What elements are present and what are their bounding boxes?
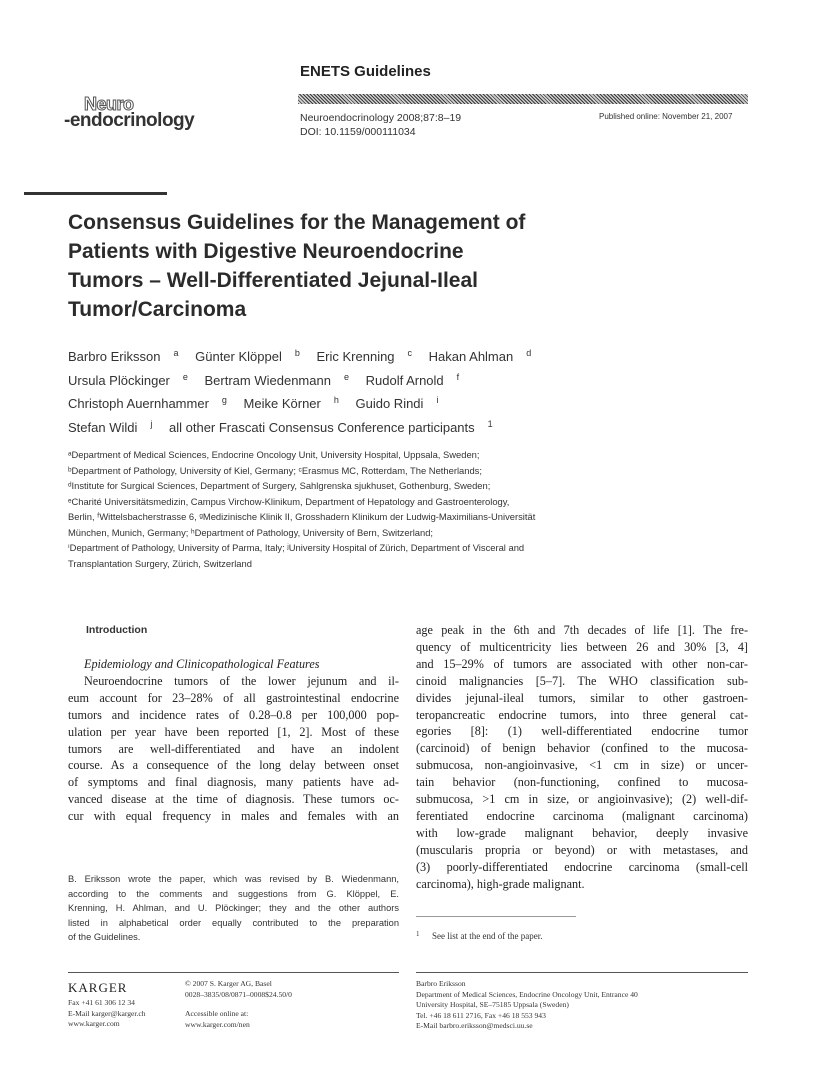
note-line: Krenning, H. Ahlman, and U. Plöckinger; they and the other authors xyxy=(68,903,399,913)
author: Barbro Eriksson $^a$ xyxy=(68,348,179,364)
correspondence-line: Barbro Eriksson xyxy=(416,979,466,988)
title-rule xyxy=(24,192,167,195)
logo-bottom-text: -endocrinology xyxy=(64,110,195,131)
body-line: cinoid malignancies [5–7]. The WHO classification sub- xyxy=(416,673,748,688)
affiliation-line: ᵈInstitute for Surgical Sciences, Department of Surgery, Sahlgrenska sjukhuset, Gothenburg, Sweden; xyxy=(68,480,491,491)
author: Günter Klöppel $^b$ xyxy=(195,348,300,364)
body-line: vanced disease at the time of diagnosis. These tumors oc- xyxy=(68,792,399,807)
affiliation-line: ᵃDepartment of Medical Sciences, Endocrine Oncology Unit, University Hospital, Uppsala, Sweden; xyxy=(68,449,480,460)
body-line: ulation per year have been reported [1, 2]. Most of these xyxy=(68,724,399,739)
title-line: Patients with Digestive Neuroendocrine xyxy=(68,240,464,263)
body-line: age peak in the 6th and 7th decades of life [1]. The fre- xyxy=(416,623,748,637)
body-line: carcinoma), high-grade malignant. xyxy=(416,876,585,891)
body-line: submucosa, >1 cm in size, or angioinvasive); (2) well-dif- xyxy=(416,792,748,807)
body-line: tain behavior (non-functioning, confined to mucosa- xyxy=(416,775,748,790)
note-line: listed in alphabetical order equally contributed to the preparation xyxy=(68,917,399,928)
section-heading-introduction: Introduction xyxy=(86,624,148,636)
copyright-line: © 2007 S. Karger AG, Basel xyxy=(185,979,272,988)
affiliation-line: ⁱDepartment of Pathology, University of Parma, Italy; ʲUniversity Hospital of Zürich, Department of Visceral and xyxy=(68,542,525,553)
body-line: submucosa, non-angioinvasive, <1 cm in size) or uncer- xyxy=(416,758,748,773)
journal-info xyxy=(300,111,461,139)
body-line: teropancreatic endocrine tumors, into three general cat- xyxy=(416,707,748,722)
affiliation-line: ᵇDepartment of Pathology, University of Kiel, Germany; ᶜErasmus MC, Rotterdam, The Netherlands; xyxy=(68,464,482,476)
note-line: of the Guidelines. xyxy=(68,932,141,942)
body-line: divides jejunal-ileal tumors, similar to other gastroen- xyxy=(416,690,748,705)
body-line: tumors and incidence rates of 0.28–0.8 per 100,000 pop- xyxy=(68,707,399,722)
online-access xyxy=(185,1009,250,1030)
access-line: www.karger.com/nen xyxy=(185,1019,250,1029)
correspondence-address xyxy=(416,979,638,1032)
body-line: (carcinoid) of benign behavior (confined to the mucosa- xyxy=(416,741,748,756)
left-column-body xyxy=(68,656,399,825)
body-line: and 15–29% of tumors are associated with other non-car- xyxy=(416,656,748,671)
author: Bertram Wiedenmann $^e$ xyxy=(204,371,349,388)
author: Guido Rindi $^i$ xyxy=(355,395,439,411)
body-line: (muscularis propria or beyond) or with metastases, and xyxy=(416,842,748,857)
body-line: of symptoms and final diagnosis, many patients have ad- xyxy=(68,775,399,790)
correspondence-line: Department of Medical Sciences, Endocrine Oncology Unit, Entrance 40 xyxy=(416,989,638,999)
article-title xyxy=(68,208,628,324)
publisher-contact xyxy=(68,998,146,1030)
correspondence-line: Tel. +46 18 611 2716, Fax +46 18 553 943 xyxy=(416,1010,546,1020)
contact-line: www.karger.com xyxy=(68,1019,120,1028)
correspondence-line: E-Mail barbro.eriksson@medsci.uu.se xyxy=(416,1021,533,1030)
doi: DOI: 10.1159/000111034 xyxy=(300,126,416,138)
affiliation-line: ᵉCharité Universitätsmedizin, Campus Virchow-Klinikum, Department of Hepatology and Gastroenterology, xyxy=(68,495,510,507)
title-line: Consensus Guidelines for the Management of xyxy=(68,211,526,234)
note-line: B. Eriksson wrote the paper, which was revised by B. Wiedenmann, xyxy=(68,874,399,884)
author-list xyxy=(68,345,668,439)
publisher-logo: KARGER xyxy=(68,980,128,995)
author: Eric Krenning $^c$ xyxy=(316,348,413,364)
footnote xyxy=(416,930,542,941)
author: Christoph Auernhammer $^g$ xyxy=(68,395,227,411)
contact-line: E-Mail karger@karger.ch xyxy=(68,1008,146,1018)
body-line: eum account for 23–28% of all gastrointestinal endocrine xyxy=(68,690,399,705)
affiliation-line: München, Munich, Germany; ʰDepartment of Pathology, University of Bern, Switzerland; xyxy=(68,526,434,538)
footnote-rule xyxy=(416,916,576,917)
body-line: egories [8]: (1) well-differentiated endocrine tumor xyxy=(416,724,748,739)
series-title: ENETS Guidelines xyxy=(300,63,431,80)
body-line: (3) poorly-differentiated endocrine carcinoma (small-cell xyxy=(416,859,748,874)
author: Ursula Plöckinger $^e$ xyxy=(68,371,188,388)
footnote-number: 1 xyxy=(416,930,420,938)
access-line: Accessible online at: xyxy=(185,1009,249,1018)
published-date: Published online: November 21, 2007 xyxy=(599,112,733,121)
author-line xyxy=(68,392,668,416)
affiliations xyxy=(68,447,648,571)
footer-rule-left xyxy=(68,972,399,973)
footer-rule-right xyxy=(416,972,748,973)
author-line xyxy=(68,416,668,440)
copyright-line: 0028–3835/08/0871–0008$24.50/0 xyxy=(185,989,292,999)
author: Rudolf Arnold $^f$ xyxy=(365,371,460,388)
affiliation-line: Transplantation Surgery, Zürich, Switzerland xyxy=(68,557,252,569)
note-line: according to the comments and suggestions from G. Klöppel, E. xyxy=(68,888,399,899)
title-line: Tumors – Well-Differentiated Jejunal-Ileal xyxy=(68,269,478,292)
logo-top-text: Neuro xyxy=(84,94,134,114)
author-line xyxy=(68,369,668,393)
body-line: tumors are well-differentiated and have an indolent xyxy=(68,741,399,756)
author: all other Frascati Consensus Conference participants $^1$ xyxy=(169,418,493,435)
contact-line: Fax +41 61 306 12 34 xyxy=(68,998,135,1007)
author: Hakan Ahlman $^d$ xyxy=(428,348,532,364)
body-line: Neuroendocrine tumors of the lower jejunum and il- xyxy=(84,673,399,688)
body-line: quency of multicentricity lies between 26 and 30% [3, 4] xyxy=(416,639,748,654)
author: Stefan Wildi $^j$ xyxy=(68,418,153,435)
body-line: course. As a consequence of the long delay between onset xyxy=(68,758,399,773)
body-line: ferentiated endocrine carcinoma (malignant carcinoma) xyxy=(416,808,748,823)
body-line: cur with equal frequency in males and females with an xyxy=(68,809,399,824)
body-line: with low-grade malignant behavior, deeply invasive xyxy=(416,825,748,840)
title-line: Tumor/Carcinoma xyxy=(68,298,247,321)
author: Meike Körner $^h$ xyxy=(243,395,339,411)
right-column-body xyxy=(416,622,748,893)
author-line xyxy=(68,345,668,369)
subsection-heading: Epidemiology and Clinicopathological Features xyxy=(84,657,320,671)
footnote-text: See list at the end of the paper. xyxy=(432,931,543,941)
correspondence-line: University Hospital, SE–75185 Uppsala (Sweden) xyxy=(416,1000,569,1009)
contribution-note xyxy=(68,872,399,945)
header-hatch-bar xyxy=(298,94,748,104)
citation: Neuroendocrinology 2008;87:8–19 xyxy=(300,112,462,124)
affiliation-line: Berlin, ᶠWittelsbacherstrasse 6, ᵍMedizinische Klinik II, Grosshadern Klinikum der Ludwig-Maximilians-Universität xyxy=(68,511,536,522)
journal-logo xyxy=(64,94,214,134)
copyright xyxy=(185,979,292,1000)
